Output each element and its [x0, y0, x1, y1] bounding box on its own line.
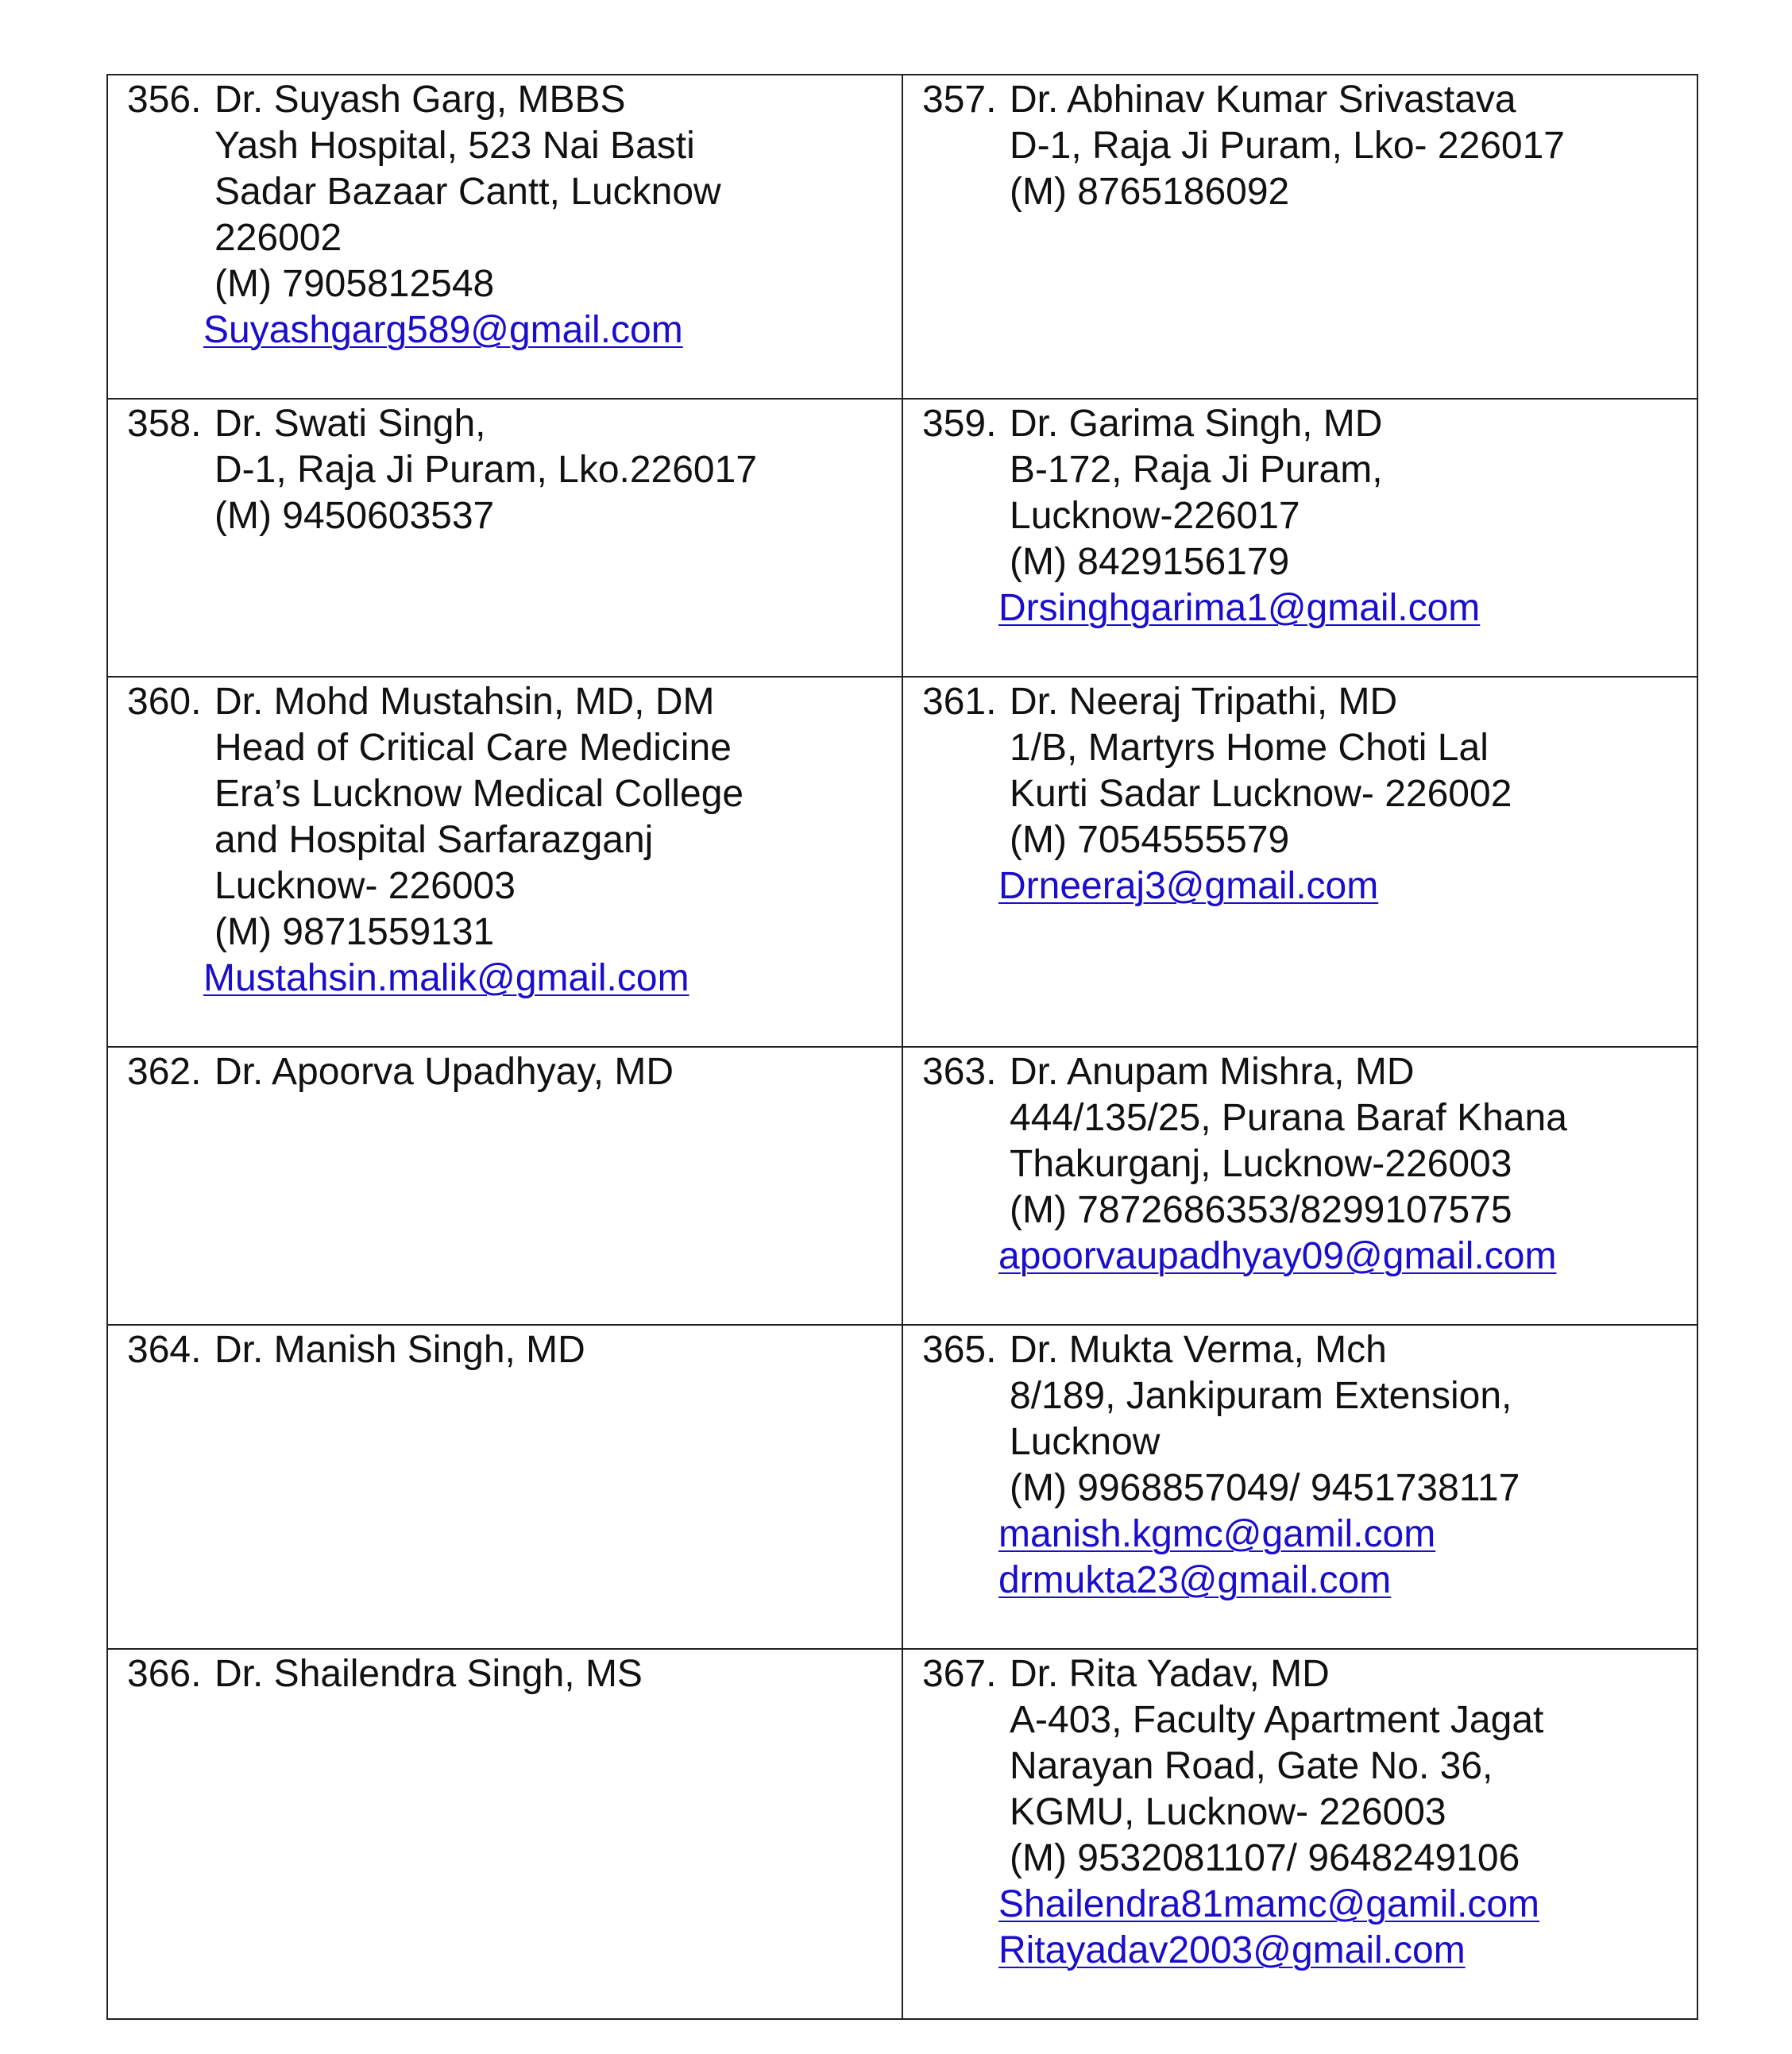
address-line: D-1, Raja Ji Puram, Lko.226017 — [214, 449, 758, 491]
doctor-name: Dr. Abhinav Kumar Srivastava — [1010, 79, 1516, 121]
email-line — [922, 1512, 1681, 1558]
doctor-name: Dr. Neeraj Tripathi, MD — [1010, 681, 1398, 723]
address-line: D-1, Raja Ji Puram, Lko- 226017 — [1010, 125, 1565, 167]
entry-heading — [922, 1651, 1681, 1697]
entry-content — [903, 1650, 1697, 1974]
table-row — [107, 1649, 1697, 2019]
entry-number: 362. — [127, 1051, 202, 1093]
entry-cell-362 — [107, 1047, 902, 1325]
table-row — [107, 1047, 1697, 1325]
address-line: 8/189, Jankipuram Extension, — [1010, 1375, 1512, 1417]
entry-content — [903, 1048, 1697, 1280]
address-line: (M) 7054555579 — [1010, 819, 1290, 861]
entry-number: 358. — [127, 403, 202, 445]
entry-heading — [922, 679, 1681, 725]
email-line — [922, 1558, 1681, 1604]
address-line: Lucknow — [1010, 1421, 1161, 1463]
entry-cell-365 — [902, 1325, 1697, 1649]
entry-content — [903, 678, 1697, 909]
doctor-name: Dr. Shailendra Singh, MS — [214, 1653, 643, 1695]
email-link[interactable]: Suyashgarg589@gmail.com — [203, 309, 683, 351]
entry-number: 366. — [127, 1653, 202, 1695]
entry-number: 361. — [922, 681, 997, 723]
address-line: 226002 — [214, 217, 342, 259]
entry-cell-364 — [107, 1325, 902, 1649]
entry-heading — [127, 401, 886, 447]
entry-content — [903, 400, 1697, 631]
entry-cell-361 — [902, 677, 1697, 1047]
email-link[interactable]: Shailendra81mamc@gamil.com — [998, 1883, 1539, 1925]
address-line: (M) 9968857049/ 9451738117 — [1010, 1467, 1520, 1509]
entry-heading — [127, 1651, 886, 1697]
address-line: (M) 9871559131 — [214, 911, 495, 953]
entry-content — [108, 678, 902, 1002]
entry-content — [108, 1650, 902, 1697]
email-line — [922, 585, 1681, 631]
doctor-name: Dr. Garima Singh, MD — [1010, 403, 1383, 445]
table-row — [107, 399, 1697, 677]
email-line — [922, 863, 1681, 909]
entry-number: 365. — [922, 1329, 997, 1371]
entry-number: 360. — [127, 681, 202, 723]
address-line: Narayan Road, Gate No. 36, — [1010, 1745, 1493, 1787]
doctor-name: Dr. Mukta Verma, Mch — [1010, 1329, 1387, 1371]
email-line — [922, 1234, 1681, 1280]
entry-content — [108, 75, 902, 353]
doctor-name: Dr. Suyash Garg, MBBS — [214, 79, 626, 121]
email-link[interactable]: drmukta23@gmail.com — [998, 1559, 1392, 1601]
entry-heading — [127, 679, 886, 725]
entry-cell-356 — [107, 75, 902, 399]
address-line: A-403, Faculty Apartment Jagat — [1010, 1699, 1544, 1741]
address-line: (M) 8429156179 — [1010, 541, 1290, 583]
doctor-name: Dr. Anupam Mishra, MD — [1010, 1051, 1415, 1093]
entry-content — [903, 1326, 1697, 1604]
address-line: Yash Hospital, 523 Nai Basti — [214, 125, 695, 167]
address-line: Kurti Sadar Lucknow- 226002 — [1010, 773, 1512, 815]
entry-heading — [922, 1327, 1681, 1373]
entry-cell-366 — [107, 1649, 902, 2019]
entry-number: 367. — [922, 1653, 997, 1695]
entry-cell-360 — [107, 677, 902, 1047]
email-line — [127, 307, 886, 353]
entry-heading — [127, 1327, 886, 1373]
entry-cell-363 — [902, 1047, 1697, 1325]
address-line: (M) 8765186092 — [1010, 171, 1290, 213]
doctor-name: Dr. Manish Singh, MD — [214, 1329, 585, 1371]
entry-heading — [922, 1049, 1681, 1095]
address-line: Head of Critical Care Medicine — [214, 727, 732, 769]
email-link[interactable]: Drsinghgarima1@gmail.com — [998, 587, 1481, 629]
entry-heading — [922, 401, 1681, 447]
doctor-name: Dr. Rita Yadav, MD — [1010, 1653, 1330, 1695]
doctor-name: Dr. Mohd Mustahsin, MD, DM — [214, 681, 715, 723]
address-line: (M) 9450603537 — [214, 495, 495, 537]
address-line: Sadar Bazaar Cantt, Lucknow — [214, 171, 721, 213]
entry-cell-357 — [902, 75, 1697, 399]
table-row — [107, 1325, 1697, 1649]
address-line: KGMU, Lucknow- 226003 — [1010, 1791, 1446, 1833]
address-line: 1/B, Martyrs Home Choti Lal — [1010, 727, 1489, 769]
address-line: Lucknow-226017 — [1010, 495, 1300, 537]
email-link[interactable]: manish.kgmc@gamil.com — [998, 1513, 1436, 1555]
address-line: Thakurganj, Lucknow-226003 — [1010, 1143, 1512, 1185]
entry-content — [108, 1326, 902, 1373]
entry-number: 356. — [127, 79, 202, 121]
email-link[interactable]: Ritayadav2003@gmail.com — [998, 1929, 1466, 1971]
entry-number: 357. — [922, 79, 997, 121]
email-line — [922, 1928, 1681, 1974]
email-link[interactable]: apoorvaupadhyay09@gmail.com — [998, 1235, 1557, 1277]
entry-heading — [922, 77, 1681, 123]
entry-content — [108, 400, 902, 539]
entry-cell-367 — [902, 1649, 1697, 2019]
table-row — [107, 677, 1697, 1047]
email-link[interactable]: Mustahsin.malik@gmail.com — [203, 957, 689, 999]
entry-cell-359 — [902, 399, 1697, 677]
address-line: (M) 7872686353/8299107575 — [1010, 1189, 1512, 1231]
address-line: Lucknow- 226003 — [214, 865, 516, 907]
table-row — [107, 75, 1697, 399]
entry-content — [903, 75, 1697, 215]
entry-cell-358 — [107, 399, 902, 677]
doctor-name: Dr. Swati Singh, — [214, 403, 486, 445]
address-line: 444/135/25, Purana Baraf Khana — [1010, 1097, 1567, 1139]
doctor-directory-table — [106, 74, 1698, 2020]
entry-number: 363. — [922, 1051, 997, 1093]
email-link[interactable]: Drneeraj3@gmail.com — [998, 865, 1379, 907]
address-line: (M) 9532081107/ 9648249106 — [1010, 1837, 1520, 1879]
entry-number: 364. — [127, 1329, 202, 1371]
email-line — [922, 1882, 1681, 1928]
entry-heading — [127, 1049, 886, 1095]
address-line: B-172, Raja Ji Puram, — [1010, 449, 1383, 491]
entry-number: 359. — [922, 403, 997, 445]
email-line — [127, 956, 886, 1002]
address-line: and Hospital Sarfarazganj — [214, 819, 654, 861]
entry-content — [108, 1048, 902, 1095]
address-line: (M) 7905812548 — [214, 263, 495, 305]
entry-heading — [127, 77, 886, 123]
address-line: Era’s Lucknow Medical College — [214, 773, 744, 815]
doctor-name: Dr. Apoorva Upadhyay, MD — [214, 1051, 674, 1093]
